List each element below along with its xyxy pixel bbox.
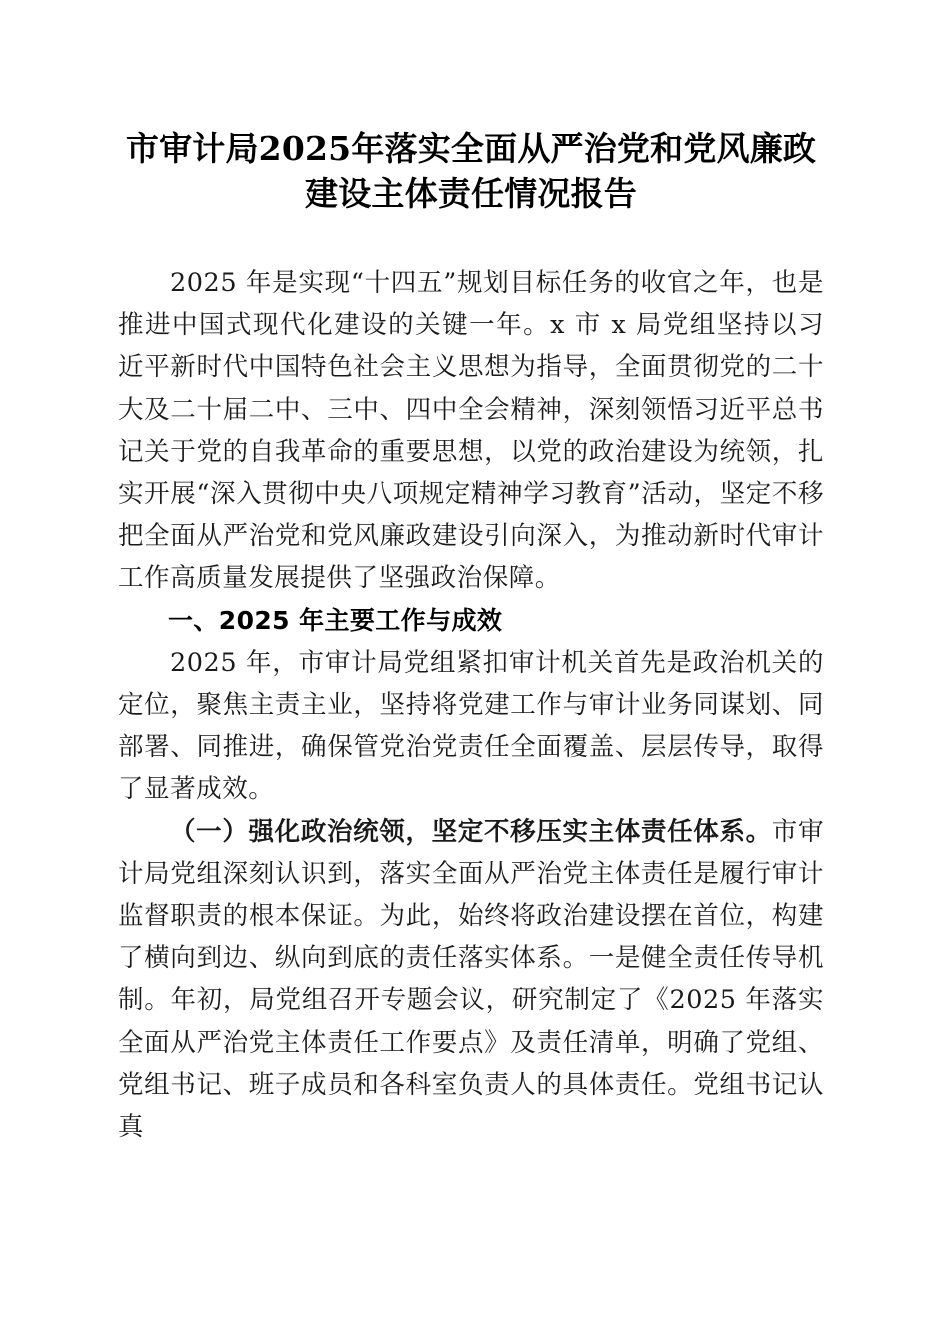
subsection-1-bold-lead: （一）强化政治统领，坚定不移压实主体责任体系。 (170, 816, 772, 847)
paragraph-intro: 2025 年是实现“十四五”规划目标任务的收官之年，也是推进中国式现代化建设的关键一年。x 市 x 局党组坚持以习近平新时代中国特色社会主义思想为指导，全面贯彻党的二十大及二十届二中、三中、四中全会精神，深刻领悟习近平总书记关于党的自我革命的重要思想，以党的政治建设为统领，扎实开展“深入贯彻中央八项规定精神学习教育”活动，坚定不移把全面从严治党和党风廉政建设引向深入，为推动新时代审计工作高质量发展提供了坚强政治保障。 (118, 268, 824, 594)
section-heading-1: 一、2025 年主要工作与成效 (168, 605, 503, 635)
paragraph-subsection-1 (118, 811, 824, 1149)
document-content (118, 0, 824, 1148)
page-title: 市审计局2025年落实全面从严治党和党风廉政建设主体责任情况报告 (125, 129, 817, 213)
subsection-1-body: 市审计局党组深刻认识到，落实全面从严治党主体责任是履行审计监督职责的根本保证。为此，始终将政治建设摆在首位，构建了横向到边、纵向到底的责任落实体系。一是健全责任传导机制。年初，局党组召开专题会议，研究制定了《2025 年落实全面从严治党主体责任工作要点》及责任清单，明确了党组、党组书记、班子成员和各科室负责人的具体责任。党组书记认真 (118, 816, 824, 1143)
paragraph-section1-overview: 2025 年，市审计局党组紧扣审计机关首先是政治机关的定位，聚焦主责主业，坚持将党建工作与审计业务同谋划、同部署、同推进，确保管党治党责任全面覆盖、层层传导，取得了显著成效。 (118, 647, 824, 805)
